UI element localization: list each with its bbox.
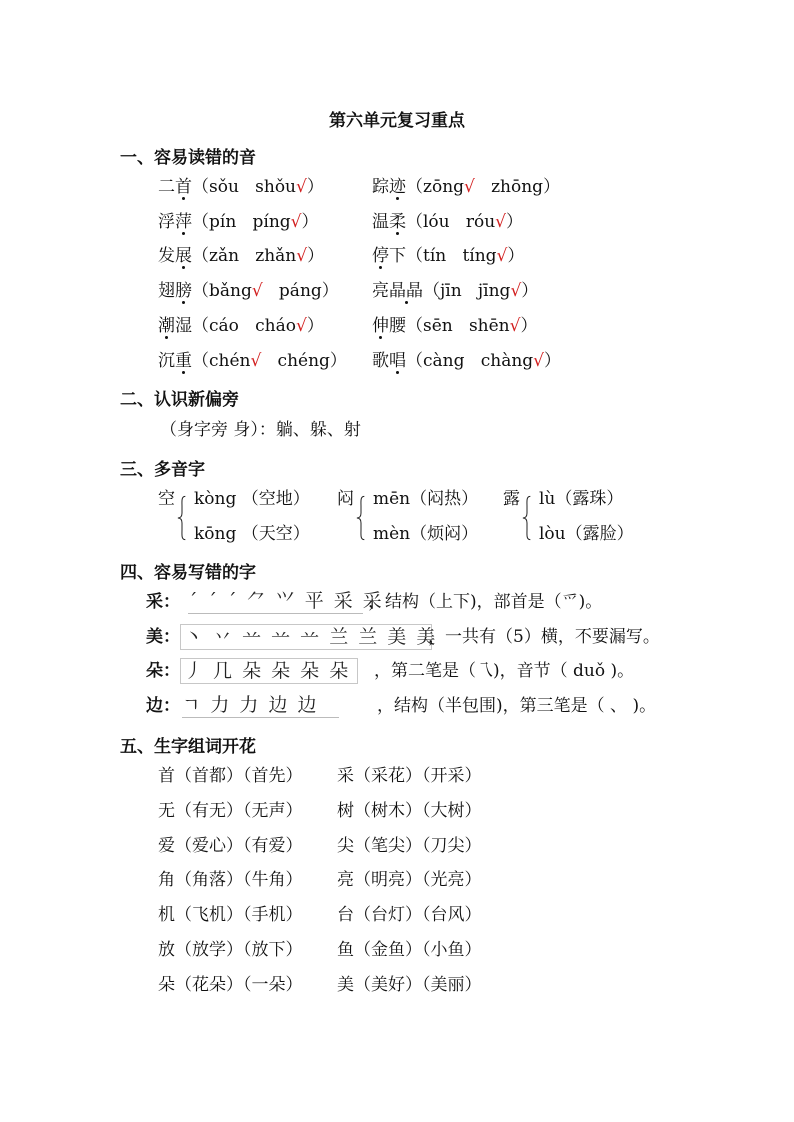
word-group: 放（放学）（放下） [158,940,303,960]
pinyin-option-b: chéng [277,350,330,371]
pinyin-option-b: shēn [468,315,510,336]
reading-item: 踪迹（zōng√ zhōng） [372,177,561,197]
reading-word-part: 潮 [158,315,175,336]
pinyin-option-a: chén [209,350,251,371]
pinyin-option-a: pín [209,211,237,232]
pinyin-option-b: jīng [477,281,511,302]
section-heading-3: 三、多音字 [120,460,205,480]
reading-item: 亮晶晶（jīn jīng√） [372,281,539,302]
reading-word-part: 浮 [158,211,175,232]
word-group: 无（有无）（无声） [158,800,303,821]
polyphone-reading: lù（露珠） [539,489,624,509]
check-mark-icon: √ [290,211,302,232]
reading-word-part: 柔 [389,211,406,232]
check-mark-icon: √ [496,246,508,267]
brace-icon [522,490,532,546]
reading-word-part: 沉 [158,350,175,371]
section-heading-4: 四、容易写错的字 [120,563,256,583]
check-mark-icon: √ [251,281,263,302]
pinyin-option-b: zhōng [491,177,544,197]
writing-char-label: 朵： [146,661,180,681]
pinyin-option-b: píng [252,211,291,232]
word-group: 机（飞机）（手机） [158,905,303,926]
stroke-order-image: ㄱ 力 力 边 边 [182,693,339,718]
reading-word-part: 腰 [389,315,406,336]
polyphone-reading: kōng （天空） [194,524,310,544]
brace-icon [177,490,187,546]
reading-word-part: 下 [389,246,406,267]
stroke-order-image: 丿 几 朵 朵 朵 朵 [180,658,358,684]
reading-item: 浮萍（pín píng√） [158,211,319,232]
reading-word-part: 重 [175,350,192,371]
pinyin-option-a: lóu [423,211,450,232]
check-mark-icon: √ [509,315,521,336]
reading-item: 潮湿（cáo cháo√） [158,315,324,336]
reading-item: 发展（zǎn zhǎn√） [158,246,325,267]
reading-word-part: 亮 [372,281,389,302]
polyphone-char: 露 [503,489,520,509]
pinyin-option-a: zōng [423,177,465,197]
pinyin-option-a: bǎng [209,281,252,302]
reading-item: 歌唱（càng chàng√） [372,350,561,371]
section-heading-2: 二、认识新偏旁 [120,390,239,410]
writing-char-label: 采： [146,592,180,612]
reading-word-part: 首 [175,177,192,197]
reading-word-part: 翅 [158,281,175,302]
reading-word-part: 发 [158,246,175,267]
polyphone-reading: mēn（闷热） [373,489,479,509]
word-group: 角（角落）（牛角） [158,870,303,891]
reading-item: 二首（sǒu shǒu√） [158,177,324,197]
pinyin-option-b: zhǎn [255,246,297,267]
pinyin-option-a: cáo [209,315,239,336]
check-mark-icon: √ [510,281,522,302]
reading-item: 翅膀（bǎng√ páng） [158,281,339,302]
pinyin-option-b: chàng [480,350,534,371]
check-mark-icon: √ [495,211,506,232]
pinyin-option-a: càng [423,350,465,371]
polyphone-reading: kòng （空地） [194,489,310,509]
pinyin-option-b: tíng [462,246,497,267]
stroke-order-image: ˊ ˊ ˊ ⺈ ⺍ 平 采 采 [188,590,384,612]
reading-word-part: 迹 [389,177,406,197]
check-mark-icon: √ [533,350,544,371]
word-group: 采（采花）（开采） [337,766,482,786]
pinyin-option-a: sēn [423,315,453,336]
word-group: 树（树木）（大树） [337,800,482,821]
reading-word-part: 晶晶 [389,281,423,302]
polyphone-char: 空 [158,489,175,509]
pinyin-option-a: tín [423,246,447,267]
section-heading-5: 五、生字组词开花 [120,737,256,757]
word-group: 爱（爱心）（有爱） [158,835,303,856]
pinyin-option-b: cháo [255,315,296,336]
reading-item: 伸腰（sēn shēn√） [372,315,538,336]
word-group: 美（美好）（美丽） [337,974,482,995]
check-mark-icon: √ [464,177,475,197]
reading-word-part: 踪 [372,177,389,197]
polyphone-reading: mèn（烦闷） [373,524,479,544]
writing-note: ，结构（半包围)，第三笔是（ 、 )。 [377,696,657,716]
word-group: 尖（笔尖）（刀尖） [337,835,482,856]
reading-item: 温柔（lóu róu√） [372,211,523,232]
section-heading-1: 一、容易读错的音 [120,148,256,168]
pinyin-option-b: shǒu [255,177,296,197]
check-mark-icon: √ [250,350,262,371]
word-group: 首（首都）（首先） [158,766,303,786]
check-mark-icon: √ [296,246,308,267]
writing-note: ，结构（上下)，部首是（爫)。 [368,592,603,612]
reading-word-part: 展 [175,246,192,267]
writing-char-label: 边： [146,696,180,716]
polyphone-char: 闷 [337,489,354,509]
stroke-order-image: 丶 丷 䒑 䒑 䒑 兰 兰 美 美 [180,624,432,650]
word-group: 台（台灯）（台风） [337,905,482,926]
writing-note: ，第二笔是（乁)，音节（ duǒ )。 [374,661,635,681]
pinyin-option-a: zǎn [209,246,240,267]
word-group: 朵（花朵）（一朵） [158,974,303,995]
polyphone-reading: lòu（露脸） [539,524,634,544]
reading-word-part: 萍 [175,211,192,232]
pinyin-option-a: jīn [440,281,462,302]
reading-word-part: 温 [372,211,389,232]
reading-item: 停下（tín tíng√） [372,246,525,267]
pinyin-option-a: sǒu [209,177,239,197]
reading-item: 沉重（chén√ chéng） [158,350,347,371]
reading-word-part: 膀 [175,281,192,302]
word-group: 鱼（金鱼）（小鱼） [337,940,482,960]
brace-icon [356,490,366,546]
reading-word-part: 停 [372,246,389,267]
writing-char-label: 美： [146,627,180,647]
reading-word-part: 二 [158,177,175,197]
reading-word-part: 伸 [372,315,389,336]
page-title: 第六单元复习重点 [329,111,465,131]
pinyin-option-b: róu [465,211,496,232]
check-mark-icon: √ [296,177,307,197]
reading-word-part: 歌 [372,350,389,371]
reading-word-part: 唱 [389,350,406,371]
pinyin-option-b: páng [278,281,322,302]
writing-note: ，一共有（5）横，不要漏写。 [428,627,660,647]
word-group: 亮（明亮）（光亮） [337,870,482,891]
reading-word-part: 湿 [175,315,192,336]
radical-line: （身字旁 身）：躺、躲、射 [160,420,361,440]
check-mark-icon: √ [295,315,307,336]
